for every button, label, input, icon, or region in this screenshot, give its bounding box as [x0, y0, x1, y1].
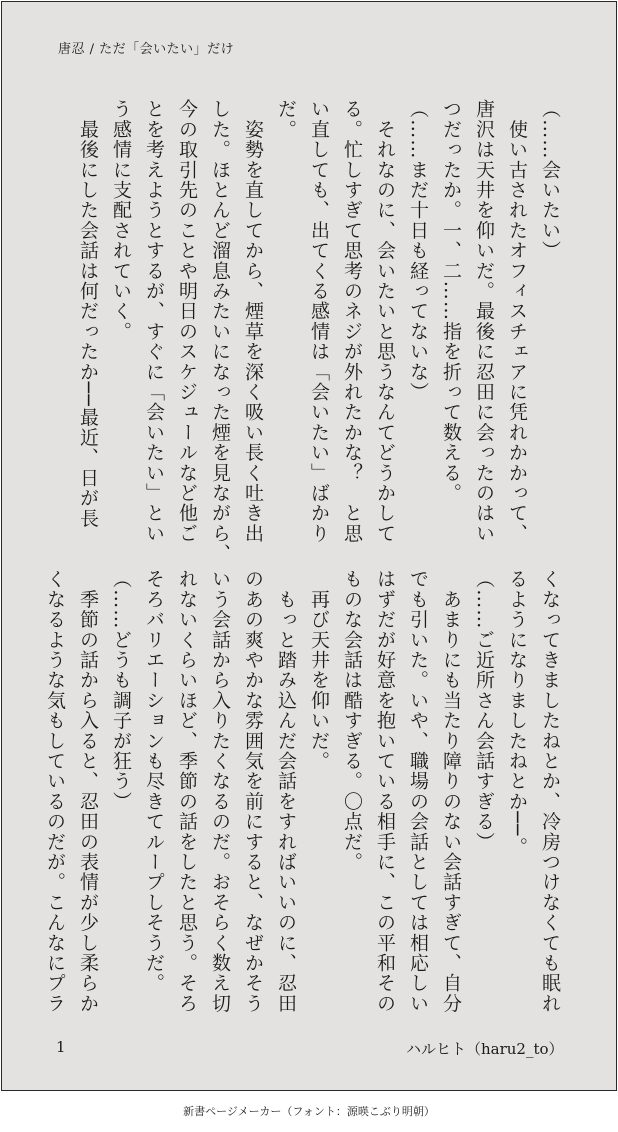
book-page [1, 1, 617, 1091]
text-column: 再び天井を仰いだ。 [308, 569, 330, 771]
text-column: るようになりましたねとか──。 [506, 569, 528, 857]
maker-credit: 新書ページメーカー（フォント：源暎こぶり明朝） [183, 1105, 435, 1118]
text-column: う感情に支配されていく。 [110, 99, 132, 342]
text-column: もっと踏み込んだ会話をすればいいのに、忍田 [275, 569, 297, 1014]
text-column: 最後にした会話は何だったか──最近、日が長 [77, 99, 99, 529]
text-column: （……ご近所さん会話すぎる） [473, 569, 495, 852]
text-column: 姿勢を直してから、煙草を深く吸い長く吐き出 [242, 99, 264, 544]
text-column: のあの爽やかな雰囲気を前にすると、なぜかそう [242, 569, 264, 1014]
text-column: だ。 [275, 99, 297, 140]
text-column: とを考えようとするが、すぐに「会いたい」とい [143, 99, 165, 544]
text-column: 今の取引先のことや明日のスケジュールなど他ご [176, 99, 198, 544]
text-column: る。忙しすぎて思考のネジが外れたかな？ と思 [341, 99, 363, 544]
text-column: れないくらいほど、季節の話をしたと思う。そろ [176, 569, 198, 1014]
page-number: 1 [56, 1038, 66, 1056]
text-column: でも引いた。いや、職場の会話としては相応しい [407, 569, 429, 1014]
text-column: ものな会話は酷すぎる。〇点だ。 [341, 569, 363, 872]
text-column: い直しても、出てくる感情は「会いたい」ばかり [308, 99, 330, 544]
text-column: （……会いたい） [539, 99, 561, 261]
text-column: それなのに、会いたいと思うなんてどうかして [374, 99, 396, 544]
text-column: くなってきましたねとか、冷房つけなくても眠れ [539, 569, 561, 1014]
text-column: 季節の話から入ると、忍田の表情が少し柔らか [77, 569, 99, 1014]
text-column: いう会話から入りたくなるのだ。おそらく数え切 [209, 569, 231, 1014]
text-column: した。ほとんど溜息みたいになった煙を見ながら、 [209, 99, 231, 564]
text-column: （……どうも調子が狂う） [110, 569, 132, 812]
text-column: （……まだ十日も経ってないな） [407, 99, 429, 402]
text-column: はずだが好意を抱いている相手に、この平和その [374, 569, 396, 1014]
text-column: つだったか。一、二……指を折って数える。 [440, 99, 462, 503]
running-header-title: 唐忍 / ただ「会いたい」だけ [58, 42, 235, 57]
text-column: 使い古されたオフィスチェアに凭れかかって、 [506, 99, 528, 544]
text-column: 唐沢は天井を仰いだ。最後に忍田に会ったのはい [473, 99, 495, 544]
text-column: くなるような気もしているのだが。こんなにプラ [44, 569, 66, 1014]
text-column: そろバリエーションも尽きてループしそうだ。 [143, 569, 165, 994]
text-column: あまりにも当たり障りのない会話すぎて、自分 [440, 569, 462, 1014]
author-credit: ハルヒト（haru2_to） [406, 1040, 564, 1058]
